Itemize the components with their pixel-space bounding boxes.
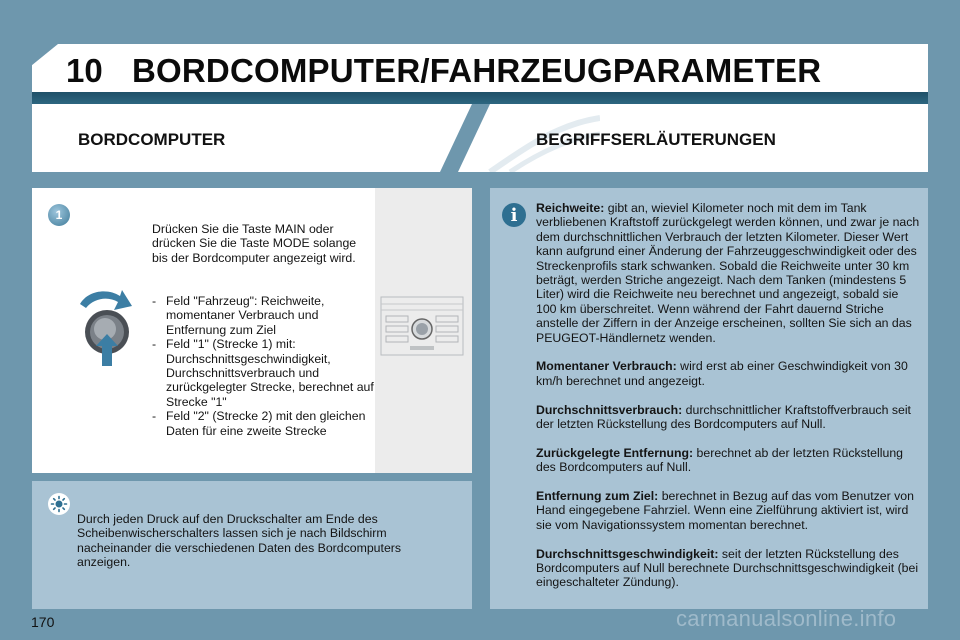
glossary-entry xyxy=(536,547,922,590)
glossary-term: Zurückgelegte Entfernung: xyxy=(536,445,694,460)
step-instruction: Drücken Sie die Taste MAIN oder drücken Sie die Taste MODE solange bis der Bordcomputer angezeigt wird. xyxy=(152,222,357,265)
glossary-term: Durchschnittsverbrauch: xyxy=(536,402,683,417)
rotary-knob-icon xyxy=(74,284,140,370)
tip-text: Durch jeden Druck auf den Druckschalter am Ende des Scheibenwischerschalters lassen sich je nach Bildschirm nacheinander die verschiedenen Daten des Bordcomputers anzeigen. xyxy=(77,512,402,570)
list-dash: - xyxy=(152,409,157,424)
glossary-definition: seit der letzten Rückstellung des Bordcomputers auf Null berechnete Durchschnittsgeschwindigkeit (bei eingeschalteter Zündung). xyxy=(536,546,919,590)
list-item-text: Feld "Fahrzeug": Reichweite, momentaner Verbrauch und Entfernung zum Ziel xyxy=(166,294,325,337)
list-item xyxy=(152,294,374,337)
list-item-text: Feld "1" (Strecke 1) mit: Durchschnittsgeschwindigkeit, Durchschnittsverbrauch und zurückgelegter Strecke, berechnet auf Strecke "1" xyxy=(166,337,374,409)
glossary-term: Momentaner Verbrauch: xyxy=(536,359,677,374)
list-dash: - xyxy=(152,337,157,352)
list-dash: - xyxy=(152,294,157,308)
page-number: 170 xyxy=(31,614,55,630)
list-item xyxy=(152,337,374,409)
glossary-definition: gibt an, wieviel Kilometer noch mit dem im Tank verbliebenen Kraftstoff zurückgelegt werden können, und zwar je nach dem durchschnittlichen Verbrauch der letzten Kilometer. Dieser Wert kann aufgrund einer Änderung der Fahrzeuggeschwindigkeit oder des Streckenprofils stark schwanken. Sobald die Reichweite unter 30 km beträgt, werden Striche angezeigt. Nach dem Tanken (mindestens 5 Liter) wird die Reichweite neu berechnet und angezeigt, sobald sie 100 km überschreitet. Wenn während der Fahrt dauernd Striche anstelle der Ziffern in der Anzeige erscheinen, sollten Sie sich an das PEUGEOT-Händlernetz wenden. xyxy=(536,201,920,345)
glossary-entry xyxy=(536,201,922,345)
glossary-entry xyxy=(536,446,922,475)
tip-badge xyxy=(48,493,70,515)
glossary-definition: berechnet ab der letzten Rückstellung des Bordcomputers auf Null. xyxy=(536,445,903,475)
glossary-entry xyxy=(536,489,922,532)
radio-unit-icon xyxy=(380,296,464,356)
watermark: carmanualsonline.info xyxy=(676,606,897,631)
glossary-entries xyxy=(536,201,922,604)
sun-icon xyxy=(50,495,68,513)
chapter-number: 10 xyxy=(66,52,103,89)
glossary-definition: berechnet in Bezug auf das vom Benutzer von Hand eingegebene Fahrziel. Wenn eine Zielführung aktiviert ist, wird sie vom Navigationssystem momentan berechnet. xyxy=(536,489,914,532)
section-title-bordcomputer: BORDCOMPUTER xyxy=(78,130,226,149)
glossary-term: Entfernung zum Ziel: xyxy=(536,489,659,504)
chapter-title: BORDCOMPUTER/FAHRZEUGPARAMETER xyxy=(132,52,822,89)
list-item xyxy=(152,409,374,438)
display-fields-list xyxy=(152,294,374,438)
glossary-definition: wird erst ab einer Geschwindigkeit von 30 km/h berechnet und angezeigt. xyxy=(536,359,908,388)
glossary-term: Durchschnittsgeschwindigkeit: xyxy=(536,546,719,561)
header-stripe xyxy=(32,92,928,104)
section-title-glossary: BEGRIFFSERLÄUTERUNGEN xyxy=(536,130,776,149)
list-item-text: Feld "2" (Strecke 2) mit den gleichen Daten für eine zweite Strecke xyxy=(166,409,366,438)
step-number-badge: 1 xyxy=(48,204,70,226)
glossary-definition: durchschnittlicher Kraftstoffverbrauch seit der letzten Rückstellung des Bordcomputers auf Null. xyxy=(536,402,911,432)
glossary-entry xyxy=(536,403,922,432)
glossary-term: Reichweite: xyxy=(536,201,605,215)
glossary-entry xyxy=(536,359,922,388)
info-icon: i xyxy=(502,203,526,227)
